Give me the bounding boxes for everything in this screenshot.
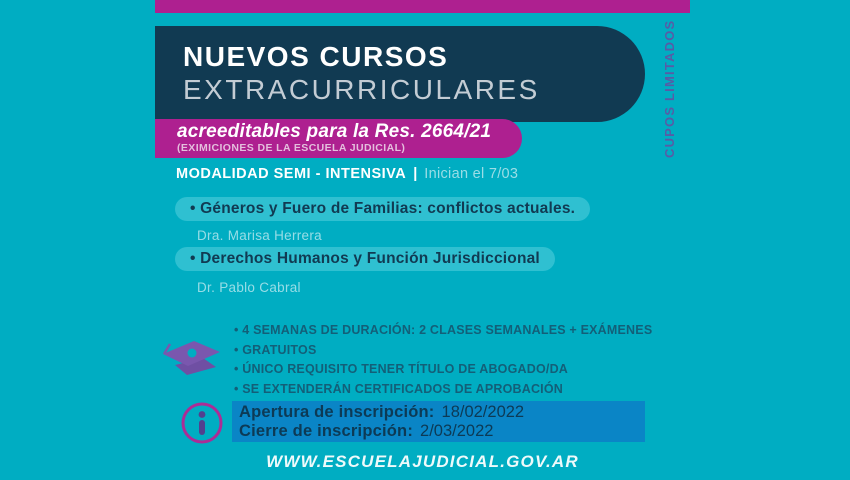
- course-title-pill: • Géneros y Fuero de Familias: conflictos actuales.: [175, 197, 590, 221]
- enrollment-close-label: Cierre de inscripción:: [239, 421, 414, 440]
- enrollment-dates-box: [232, 401, 645, 442]
- modality-separator: |: [413, 166, 418, 182]
- accreditation-pill: [155, 119, 522, 158]
- accreditation-resolution: acreeditables para la Res. 2664/21: [177, 121, 492, 142]
- info-icon: [180, 401, 224, 450]
- modality-label: MODALIDAD SEMI - INTENSIVA: [176, 166, 407, 182]
- feature-item: • 4 SEMANAS DE DURACIÓN: 2 CLASES SEMANALES + EXÁMENES: [234, 323, 653, 337]
- title-banner: [155, 26, 645, 122]
- modality-row: [176, 166, 518, 182]
- feature-item: • SE EXTENDERÁN CERTIFICADOS DE APROBACIÓN: [234, 381, 564, 396]
- enrollment-open-date: 18/02/2022: [441, 402, 525, 421]
- poster-title-line1: NUEVOS CURSOS: [183, 41, 449, 72]
- poster-title-line2: EXTRACURRICULARES: [183, 74, 540, 105]
- start-date-label: Inician el 7/03: [424, 166, 519, 182]
- course-title-pill: • Derechos Humanos y Función Jurisdiccional: [175, 247, 555, 271]
- cupos-limitados-vertical-label: CUPOS LIMITADOS: [662, 19, 677, 158]
- enrollment-open-label: Apertura de inscripción:: [239, 402, 435, 421]
- feature-list: [234, 321, 652, 399]
- feature-item: • ÚNICO REQUISITO TENER TÍTULO DE ABOGADO/DA: [234, 362, 569, 376]
- course-instructor: Dr. Pablo Cabral: [197, 280, 301, 295]
- graduation-cap-icon: [161, 337, 223, 392]
- top-accent-bar: [155, 0, 690, 13]
- enrollment-row: [239, 422, 645, 441]
- enrollment-close-date: 2/03/2022: [420, 421, 494, 440]
- course-instructor: Dra. Marisa Herrera: [197, 228, 322, 243]
- website-url: WWW.ESCUELAJUDICIAL.GOV.AR: [266, 452, 579, 471]
- enrollment-row: [239, 403, 645, 422]
- feature-item: • GRATUITOS: [234, 342, 317, 357]
- accreditation-note: (EXIMICIONES DE LA ESCUELA JUDICIAL): [177, 142, 406, 154]
